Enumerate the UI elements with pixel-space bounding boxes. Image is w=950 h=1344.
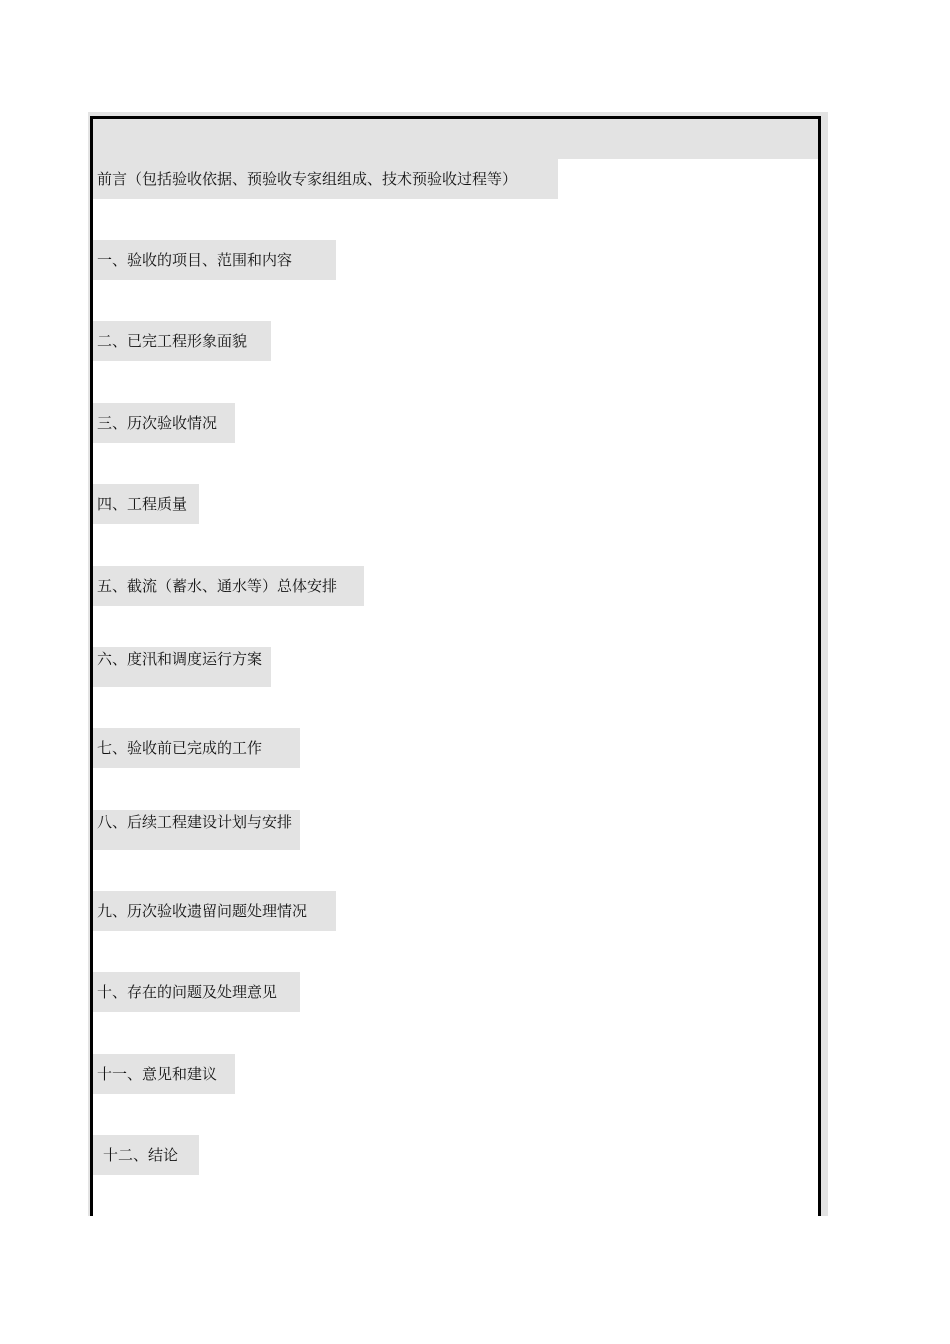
section-10-issues: 十、存在的问题及处理意见: [93, 972, 300, 1012]
section-7-completed-work: 七、验收前已完成的工作: [93, 728, 300, 768]
table-header-band: [93, 119, 818, 159]
section-8-follow-up: 八、后续工程建设计划与安排: [93, 810, 300, 850]
section-12-conclusion: 十二、结论: [93, 1135, 199, 1175]
section-2-progress: 二、已完工程形象面貌: [93, 321, 271, 361]
section-3-history: 三、历次验收情况: [93, 403, 235, 443]
section-5-closure: 五、截流（蓄水、通水等）总体安排: [93, 566, 364, 606]
section-11-suggestions: 十一、意见和建议: [93, 1054, 235, 1094]
section-preface: 前言（包括验收依据、预验收专家组组成、技术预验收过程等）: [93, 159, 558, 199]
section-4-quality: 四、工程质量: [93, 484, 199, 524]
section-9-legacy-issues: 九、历次验收遗留问题处理情况: [93, 891, 336, 931]
document-table: [90, 116, 821, 1216]
section-6-flood-plan: 六、度汛和调度运行方案: [93, 647, 271, 687]
section-1-scope: 一、验收的项目、范围和内容: [93, 240, 336, 280]
